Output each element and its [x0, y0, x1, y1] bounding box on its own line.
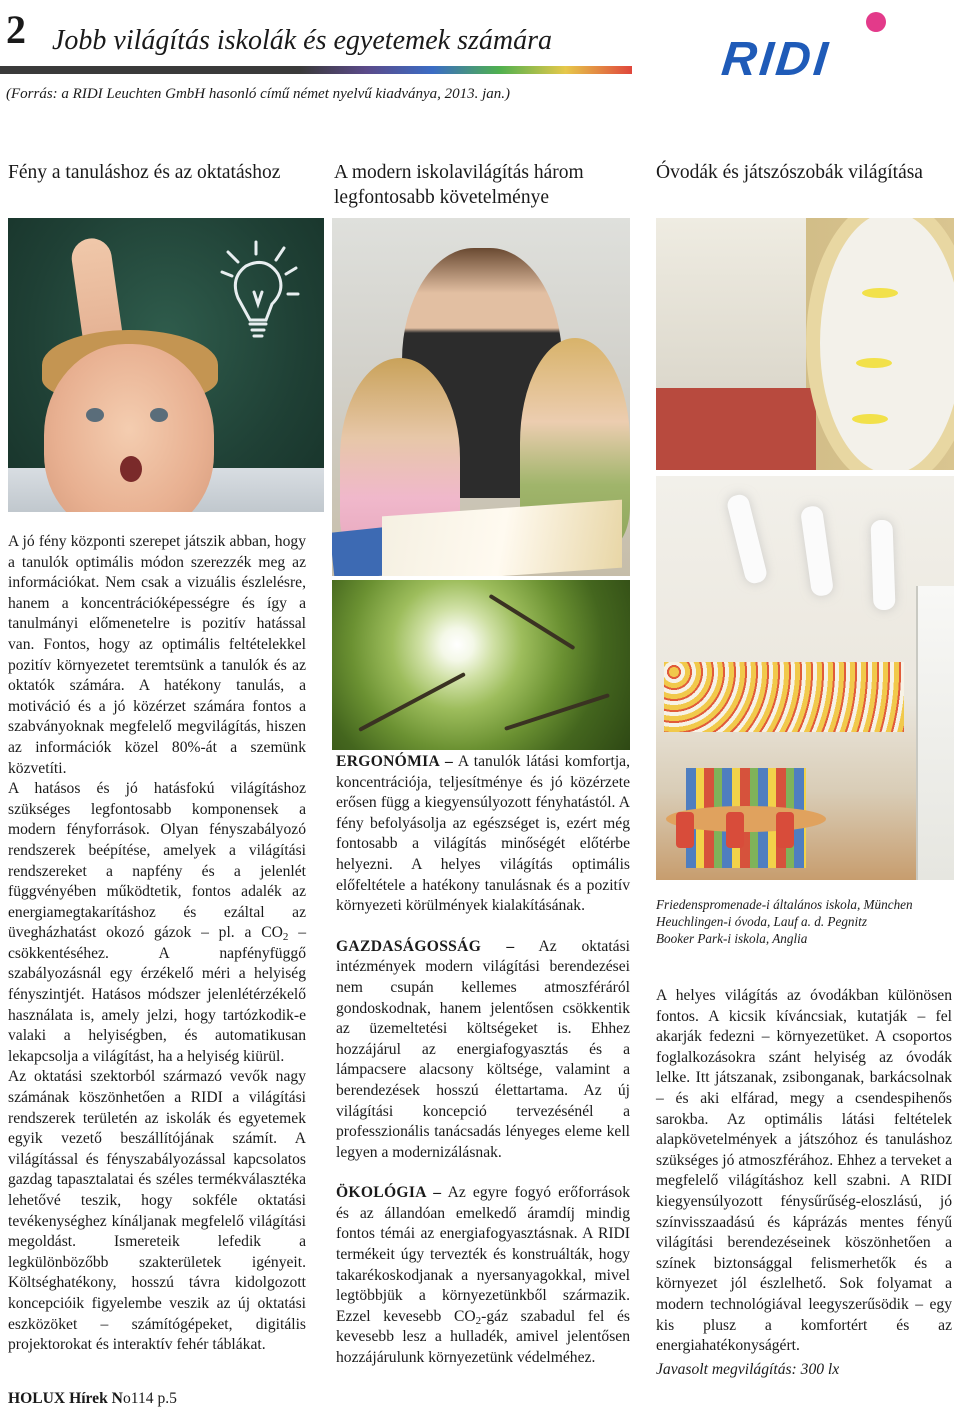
ceiling-luminaire	[870, 520, 895, 611]
hallway-floor	[656, 388, 816, 470]
col1-p2-text: A hatásos és jó hatásfokú világításhoz szükséges legfontosabb komponensek a modern fényforrások. Olyan fényszabályozó rendszerek beépítése, amelyek a világítási rendszereket a napfény és a jelenlét függvényében működtetik, fontos adalék az energiamegtakarításhoz és ezáltal az üvegházhatást okozó gázok – pl. a CO	[8, 780, 306, 942]
tree-branch	[358, 672, 466, 732]
chair	[776, 812, 794, 848]
ceiling-luminaire	[800, 505, 834, 597]
caption-line: Friedenspromenade-i általános iskola, München	[656, 897, 913, 912]
title-underline-gradient	[300, 66, 632, 74]
classroom-window	[916, 586, 954, 880]
col1-body	[8, 532, 306, 1356]
page-number: 2	[6, 7, 26, 52]
col1-paragraph-2	[8, 779, 306, 1067]
footer-issue	[8, 1390, 177, 1408]
okologia-text: Az egyre fogyó erőforrások és az állandóan emelkedő áramdíj mindig fontos témái az energiafogyasztásnak. A RIDI termékeit úgy tervezték és konstruálták, hogy takarékoskodjanak a nyersanyagokkal, mivel legtöbbjük a környezetünkből származik. Ezzel kevesebb CO	[336, 1184, 631, 1325]
boy-eye-right	[150, 408, 168, 422]
photo-sunlight-through-trees	[332, 580, 630, 750]
okologia-text-cont: -gáz szabadul fel és kevesebb lesz a hulladék, amivel jelentősen hozzájárulunk környezetünk védelméhez.	[336, 1307, 630, 1367]
co2-subscript: 2	[282, 931, 289, 944]
col3-body	[656, 986, 952, 1357]
photo-teacher-and-girls	[332, 218, 630, 576]
footer-text: HOLUX Hírek N	[8, 1390, 123, 1407]
lightbulb-drawing	[208, 238, 308, 358]
ceiling-light	[856, 358, 892, 368]
caption-line: Heuchlingen-i óvoda, Lauf a. d. Pegnitz	[656, 914, 867, 929]
okologia-paragraph	[336, 1183, 630, 1368]
col1-paragraph-3: Az oktatási szektorból származó vevők nagy számának köszönhetően a RIDI a világítási rendszerek területén az iskolák és egyetemek egyik vezető beszállítójának számít. A világítással és fényszabályozással kapcsolatos gazdag tapasztalatai és széles termékválasztéka lehetővé teszik, hogy sokféle oktatási tevékenységhez kínáljanak megfelelő világítási megoldást. Ismereteik lefedik a legkülönbözőbb szakterületek igényeit. Költséghatékony, hosszú távra kidolgozott koncepcióik figyelembe veszik az új oktatási eszközöket – számítógépeket, digitális projektorokat és interaktív fehér táblákat.	[8, 1068, 306, 1354]
ceiling-light	[852, 414, 888, 424]
tree-branch	[489, 594, 576, 650]
recommended-illuminance: Javasolt megvilágítás: 300 lx	[656, 1361, 840, 1378]
col1-heading: Fény a tanuláshoz és az oktatáshoz	[8, 162, 281, 183]
ridi-logo	[718, 8, 894, 86]
decorated-plates-wall	[664, 662, 904, 732]
ceiling-luminaire	[725, 493, 768, 586]
gazdasagossag-lead: GAZDASÁGOSSÁG –	[336, 937, 515, 955]
chair	[726, 812, 744, 848]
photo-kindergarten-room	[656, 476, 954, 880]
col2-heading: A modern iskolavilágítás három legfontosabb követelménye	[334, 162, 584, 209]
ceiling-light	[862, 288, 898, 298]
logo-wordmark: RIDI	[719, 33, 833, 86]
tree-branch	[504, 693, 610, 731]
boy-face	[44, 344, 214, 512]
col3-heading: Óvodák és játszószobák világítása	[656, 162, 923, 183]
boy-mouth	[120, 456, 142, 482]
gazdasagossag-paragraph	[336, 937, 630, 1164]
caption-line: Booker Park-i iskola, Anglia	[656, 931, 808, 946]
gazdasagossag-text: Az oktatási intézmények modern világítási berendezései nem csupán kellemes atmoszféráról gondoskodnak, hanem jelentősen csökkentik az üzemeltetési költségeket is. Ehhez hozzájárul az energiafogyasztás és a lámpacsere alacsony költsége, valamint a berendezések hosszú élettartama. Az új világítási koncepció tervezésénél a professzionális tanácsadás lényeges eleme kell legyen a modernizálásnak.	[336, 937, 631, 1161]
photo-caption	[656, 896, 954, 947]
photo-boy-raising-hand	[8, 218, 324, 512]
source-note: (Forrás: a RIDI Leuchten GmbH hasonló című német nyelvű kiadványa, 2013. jan.)	[6, 86, 511, 102]
col1-p2-text-cont: – csökkentéséhez. A napfényfüggő szabályozásnál egy érzékelő méri a helyiség fényszintjét. Hatásos módszer jelenlétérzékelő használata is, amely jelzi, hogy tartózkodik-e valaki a helyiségben, és automatikusan lekapcsolja a világítást, ha a helyiség kiürül.	[8, 924, 306, 1065]
boy-eye-left	[86, 408, 104, 422]
logo-dot	[866, 12, 886, 32]
footer-issue-number: o114 p.5	[122, 1390, 177, 1407]
ergonomia-lead: ERGONÓMIA –	[336, 753, 454, 770]
col3-paragraph: A helyes világítás az óvodákban különösen fontos. A kicsik kíváncsiak, kutatják – fel akarják fedezni – környezetüket. A csoportos foglalkozásokra szánt helyiség az óvodák lelke. Itt játszanak, zsibonganak, barkácsolnak – és aki elfárad, megy a csendespihenős sarokba. Az optimális látási feltételek alapkövetelmények a játszóhoz és tanuláshoz szükséges jó atmoszférához. Ehhez a terveket a megfelelő világításhoz kell szabni. A RIDI kiegyensúlyozott fénysűrűség-eloszlású, jó színvisszaadású és káprázás mentes fényű világítási berendezéseinek köszönhetően a színek biztonsággal felismerhetők és a környezet jól észlelhető. Sok folyamat a modern technológiával leegyszerűsödik – egy kis plusz a komfortért és az energiahatékonyságért.	[656, 987, 952, 1355]
ergonomia-paragraph	[336, 752, 630, 917]
co2-subscript: 2	[475, 1314, 482, 1327]
photo-school-hallway	[656, 218, 954, 470]
col1-paragraph-1: A jó fény központi szerepet játszik abban, hogy a tanulók optimális módon szerezzék meg az információkat. Nem csak a vizuális észlelésre, hanem a koncentrációképességre és így a tanulmányi előmenetelre is pozitív hatással van. Fontos, hogy az optimális feltételekkel pozitív környezetet teremtsünk a tanulók és az oktatók számára. A hatékony tanulás, a motiváció és a jó közérzet számára fontos a szabványoknak megfelelő megvilágítás, hiszen az információk közel 80%-át a szemünk közvetíti.	[8, 533, 306, 777]
page-title: Jobb világítás iskolák és egyetemek számára	[52, 25, 552, 56]
okologia-lead: ÖKOLÓGIA –	[336, 1184, 442, 1202]
ergonomia-text: A tanulók látási komfortja, koncentrációja, teljesítménye és jó közérzete erősen függ a kiegyensúlyozott fényhatástól. A fény befolyásolja az egészséget is, ezért még fontosabb a világítás minőségét előtérbe helyezni. A helyes világítás optimális előfeltétele a hatékony tanulásnak és a pozitív környezeti körülmények kialakításának.	[336, 753, 630, 915]
chair	[676, 812, 694, 848]
hallway-interior	[656, 218, 806, 388]
round-window	[806, 218, 954, 470]
col2-body	[336, 752, 630, 1369]
